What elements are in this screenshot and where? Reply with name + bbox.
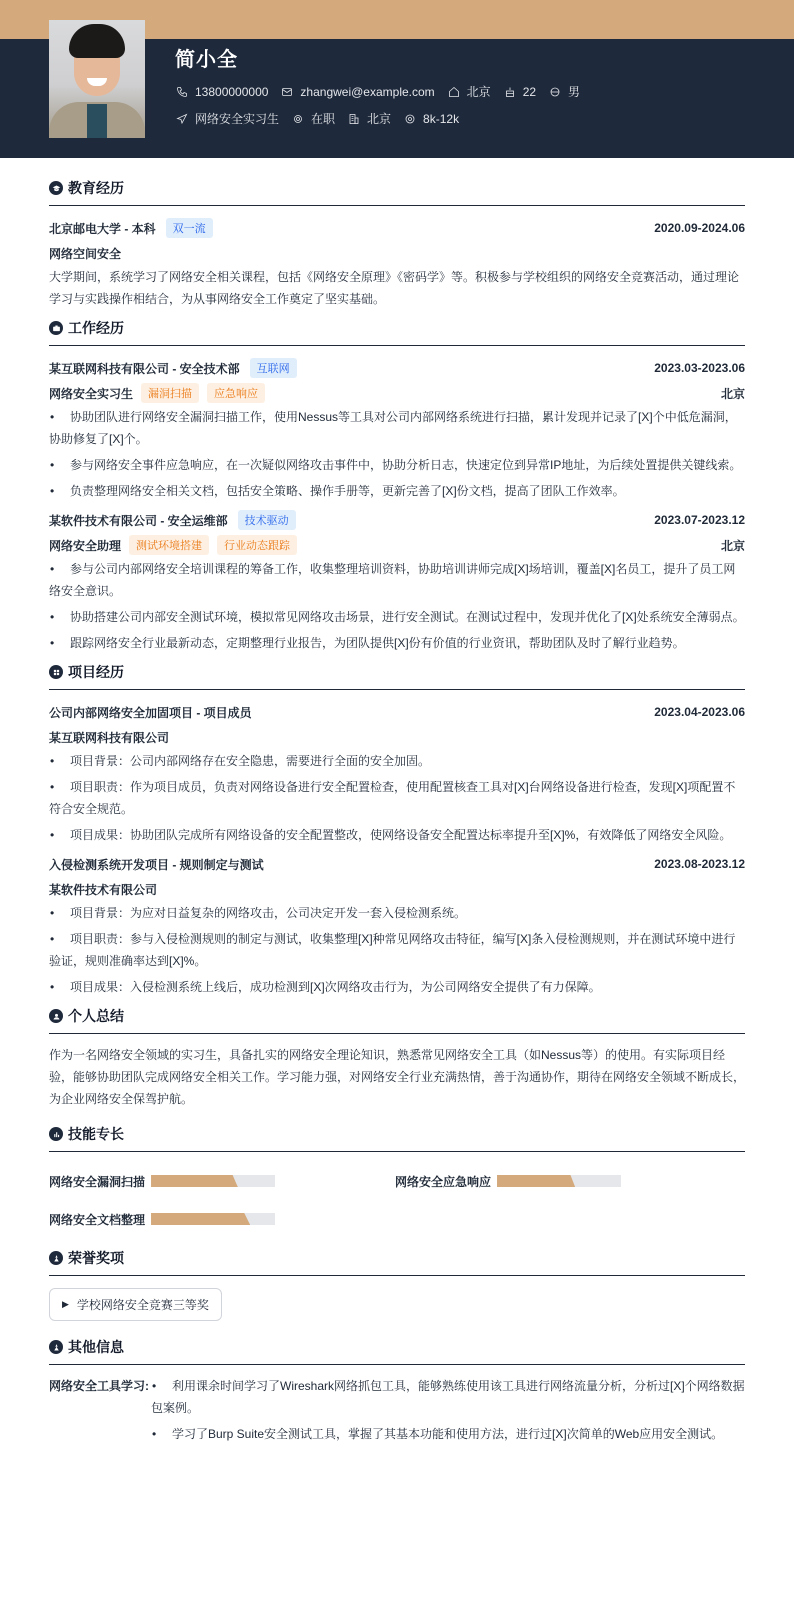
work-bullet: • 负责整理网络安全相关文档，包括安全策略、操作手册等，更新完善了[X]份文档，提高了团队工作效率。 (49, 480, 745, 502)
other-item (49, 1375, 745, 1449)
work-title: 工作经历 (68, 320, 124, 336)
skills-section (49, 1124, 745, 1238)
info-icon (49, 1340, 63, 1354)
grid-icon (49, 665, 63, 679)
work-date: 2023.07-2023.12 (654, 513, 745, 527)
skill-progress-bar (497, 1175, 621, 1187)
award-icon (49, 1251, 63, 1265)
summary-section (49, 1006, 745, 1110)
project-date: 2023.04-2023.06 (654, 705, 745, 719)
skill-progress-bar (151, 1213, 275, 1225)
skill-tag: 测试环境搭建 (129, 535, 209, 555)
briefcase-icon (49, 321, 63, 335)
industry-tag: 技术驱动 (238, 510, 296, 530)
project-company: 某软件技术有限公司 (49, 882, 158, 897)
skill-item (395, 1162, 741, 1200)
education-date: 2020.09-2024.06 (654, 221, 745, 235)
skill-item (49, 1162, 395, 1200)
skill-progress-bar (151, 1175, 275, 1187)
work-bullet: • 协助搭建公司内部安全测试环境，模拟常见网络攻击场景，进行安全测试。在测试过程中，发现并优化了[X]处系统安全薄弱点。 (49, 606, 745, 628)
age-text: 22 (522, 84, 537, 99)
industry-tag: 互联网 (250, 358, 297, 378)
work-location: 北京 (720, 386, 745, 401)
work-bullet: • 参与网络安全事件应急响应，在一次疑似网络攻击事件中，协助分析日志，快速定位到异常IP地址，为后续处置提供关键线索。 (49, 454, 745, 476)
project-bullet: • 项目职责：参与入侵检测规则的制定与测试，收集整理[X]种常见网络攻击特征，编写[X]条入侵检测规则，并在测试环境中进行验证，规则准确率达到[X]%。 (49, 928, 745, 972)
education-heading (49, 178, 745, 206)
skill-item (49, 1200, 395, 1238)
work-bullet: • 参与公司内部网络安全培训课程的筹备工作，收集整理培训资料，协助培训讲师完成[X]场培训，覆盖[X]名员工，提升了员工网络安全意识。 (49, 558, 745, 602)
skill-tag: 漏洞扫描 (141, 383, 199, 403)
target-position (175, 110, 279, 127)
age-info (503, 85, 536, 99)
target-city (347, 110, 391, 127)
project-entry (49, 852, 745, 998)
award-item[interactable] (49, 1288, 222, 1321)
email-info (280, 85, 434, 99)
education-desc: 大学期间，系统学习了网络安全相关课程，包括《网络安全原理》《密码学》等。积极参与学校组织的网络安全竞赛活动，通过理论学习与实践操作相结合，为从事网络安全工作奠定了坚实基础。 (49, 270, 740, 306)
project-entry (49, 700, 745, 846)
mail-icon (280, 85, 294, 99)
work-location: 北京 (720, 538, 745, 553)
building-icon (347, 112, 361, 126)
graduation-cap-icon (49, 181, 63, 195)
phone-info (175, 85, 268, 99)
projects-title: 项目经历 (68, 664, 124, 680)
skills-heading (49, 1124, 745, 1152)
other-heading (49, 1337, 745, 1365)
resume-header (0, 39, 794, 158)
education-title: 教育经历 (68, 180, 124, 196)
salary-icon (403, 112, 417, 126)
status-icon (291, 112, 305, 126)
skill-progress-fill (151, 1175, 238, 1187)
city-text: 北京 (466, 85, 491, 99)
user-icon (49, 1009, 63, 1023)
awards-heading (49, 1248, 745, 1276)
job-status (291, 110, 335, 127)
role-title: 网络安全助理 (49, 538, 122, 553)
home-icon (447, 85, 461, 99)
summary-title: 个人总结 (68, 1008, 124, 1024)
contact-row (175, 83, 592, 100)
school-tag: 双一流 (166, 218, 213, 238)
other-title: 其他信息 (68, 1339, 124, 1355)
other-bullet: • 利用课余时间学习了Wireshark网络抓包工具，能够熟练使用该工具进行网络流量分析，分析过[X]个网络数据包案例。 (151, 1375, 745, 1419)
projects-section (49, 662, 745, 998)
other-bullet: • 学习了Burp Suite安全测试工具，掌握了其基本功能和使用方法，进行过[X]次简单的Web应用安全测试。 (151, 1423, 745, 1445)
skill-label: 网络安全漏洞扫描 (49, 1174, 146, 1189)
summary-text: 作为一名网络安全领域的实习生，具备扎实的网络安全理论知识，熟悉常见网络安全工具（如Nessus等）的使用。有实际项目经验，能够协助团队完成网络安全相关工作。学习能力强，对网络安全行业充满热情，善于沟通协作，期待在网络安全领域不断成长，为企业网络安全保驾护航。 (49, 1048, 746, 1106)
major: 网络空间安全 (49, 246, 122, 261)
projects-heading (49, 662, 745, 690)
project-bullet: • 项目背景：为应对日益复杂的网络攻击，公司决定开发一套入侵检测系统。 (49, 902, 745, 924)
work-bullet: • 跟踪网络安全行业最新动态，定期整理行业报告，为团队提供[X]份有价值的行业资讯，帮助团队及时了解行业趋势。 (49, 632, 745, 654)
triangle-right-icon: ▶ (62, 1299, 69, 1309)
skill-tag: 行业动态跟踪 (217, 535, 297, 555)
project-bullet: • 项目背景：公司内部网络存在安全隐患，需要进行全面的安全加固。 (49, 750, 745, 772)
other-section (49, 1337, 745, 1449)
skill-progress-fill (151, 1213, 250, 1225)
education-section (49, 178, 745, 310)
awards-title: 荣誉奖项 (68, 1250, 124, 1266)
work-entry (49, 508, 745, 654)
gender-text: 男 (568, 85, 581, 99)
role-title: 网络安全实习生 (49, 386, 134, 401)
send-icon (175, 112, 189, 126)
project-bullet: • 项目成果：入侵检测系统上线后，成功检测到[X]次网络攻击行为，为公司网络安全提供了有力保障。 (49, 976, 745, 998)
education-entry (49, 216, 745, 310)
project-company: 某互联网科技有限公司 (49, 730, 170, 745)
salary-text: 8k-12k (423, 111, 460, 126)
bar-chart-icon (49, 1127, 63, 1141)
project-name: 入侵检测系统开发项目 - 规则制定与测试 (49, 857, 264, 872)
position-text: 网络安全实习生 (195, 112, 280, 126)
project-bullet: • 项目职责：作为项目成员，负责对网络设备进行安全配置检查，使用配置核查工具对[X]台网络设备进行检查，发现[X]项配置不符合安全规范。 (49, 776, 745, 820)
phone-icon (175, 85, 189, 99)
school-name: 北京邮电大学 - 本科 (49, 221, 156, 236)
status-text: 在职 (311, 112, 336, 126)
avatar-photo (49, 20, 145, 138)
work-bullet: • 协助团队进行网络安全漏洞扫描工作，使用Nessus等工具对公司内部网络系统进行扫描，累计发现并记录了[X]个中低危漏洞，协助修复了[X]个。 (49, 406, 745, 450)
other-label: 网络安全工具学习: (49, 1379, 149, 1393)
gender-info (548, 83, 580, 100)
work-date: 2023.03-2023.06 (654, 361, 745, 375)
skills-title: 技能专长 (68, 1126, 124, 1142)
candidate-name: 简小全 (175, 49, 238, 71)
summary-heading (49, 1006, 745, 1034)
target-city-text: 北京 (367, 112, 392, 126)
award-text: 学校网络安全竞赛三等奖 (76, 1298, 209, 1312)
expected-salary (403, 112, 459, 126)
skill-label: 网络安全应急响应 (395, 1174, 492, 1189)
phone-text: 13800000000 (195, 84, 269, 99)
city-info (447, 83, 491, 100)
work-heading (49, 318, 745, 346)
job-intent-row (175, 110, 471, 127)
skill-label: 网络安全文档整理 (49, 1212, 146, 1227)
skill-tag: 应急响应 (207, 383, 265, 403)
company-name: 某软件技术有限公司 - 安全运维部 (49, 513, 228, 528)
skill-progress-fill (497, 1175, 575, 1187)
work-entry (49, 356, 745, 502)
work-section (49, 318, 745, 654)
gender-icon (548, 85, 562, 99)
project-bullet: • 项目成果：协助团队完成所有网络设备的安全配置整改，使网络设备安全配置达标率提升至[X]%，有效降低了网络安全风险。 (49, 824, 745, 846)
project-date: 2023.08-2023.12 (654, 857, 745, 871)
awards-section (49, 1248, 745, 1327)
cake-icon (503, 85, 517, 99)
email-text: zhangwei@example.com (300, 84, 435, 99)
project-name: 公司内部网络安全加固项目 - 项目成员 (49, 705, 252, 720)
company-name: 某互联网科技有限公司 - 安全技术部 (49, 361, 240, 376)
